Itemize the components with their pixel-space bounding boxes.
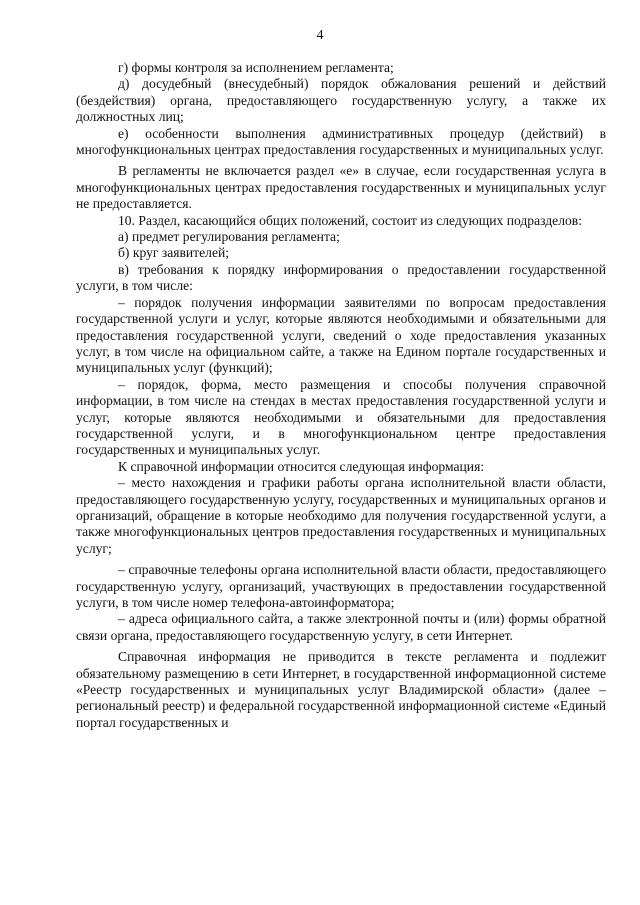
paragraph: – место нахождения и графики работы органа исполнительной власти области, предоставляющего государственную услугу, государственных и муниципальных органов и организаций, обращение в которые необходимо для получения государственной услуги, а также многофункциональных центров предоставления государственных и муниципальных услуг;	[76, 475, 606, 556]
paragraph: г) формы контроля за исполнением регламента;	[118, 60, 394, 75]
paragraph: – адреса официального сайта, а также электронной почты и (или) формы обратной связи органа, предоставляющего государственную услугу, в сети Интернет.	[76, 611, 606, 643]
page-number: 4	[316, 28, 324, 43]
paragraph: К справочной информации относится следующая информация:	[118, 458, 485, 474]
paragraph: а) предмет регулирования регламента;	[118, 229, 340, 245]
paragraph: Справочная информация не приводится в тексте регламента и подлежит обязательному размещению в сети Интернет, в государственной информационной системе «Реестр государственных и муниципальных услуг Владимирской области» (далее – региональный реестр) и федеральной государственной информационной системе «Единый портал государственных и	[76, 649, 606, 730]
paragraph: б) круг заявителей;	[118, 245, 230, 261]
paragraph: в) требования к порядку информирования о предоставлении государственной услуги, в том числе:	[76, 261, 606, 294]
paragraph: д) досудебный (внесудебный) порядок обжалования решений и действий (бездействия) органа, предоставляющего государственную услугу, а также их должностных лиц;	[76, 76, 606, 125]
document-body	[76, 60, 606, 731]
paragraph: – порядок, форма, место размещения и способы получения справочной информации, в том числе на стендах в местах предоставления государственной услуги и услуг, которые являются необходимыми и обязательными для предоставления государственной услуги, и в многофункциональном центре предоставления государственных и муниципальных услуг.	[76, 376, 606, 458]
paragraph: – порядок получения информации заявителями по вопросам предоставления государственной услуги и услуг, которые являются необходимыми и обязательными для предоставления государственной услуги, сведений о ходе предоставления указанных услуг, в том числе на официальном сайте, а также на Едином портале государственных и муниципальных услуг (функций);	[76, 294, 606, 376]
paragraph: е) особенности выполнения административных процедур (действий) в многофункциональных центрах предоставления государственных и муниципальных услуг.	[76, 125, 606, 158]
paragraph: – справочные телефоны органа исполнительной власти области, предоставляющего государственную услугу, организаций, участвующих в предоставлении государственной услуги, в том числе номер телефона-автоинформатора;	[76, 562, 606, 610]
paragraph: 10. Раздел, касающийся общих положений, состоит из следующих подразделов:	[118, 212, 582, 228]
paragraph: В регламенты не включается раздел «е» в случае, если государственная услуга в многофункциональных центрах предоставления государственных и муниципальных услуг не предоставляется.	[76, 163, 606, 212]
